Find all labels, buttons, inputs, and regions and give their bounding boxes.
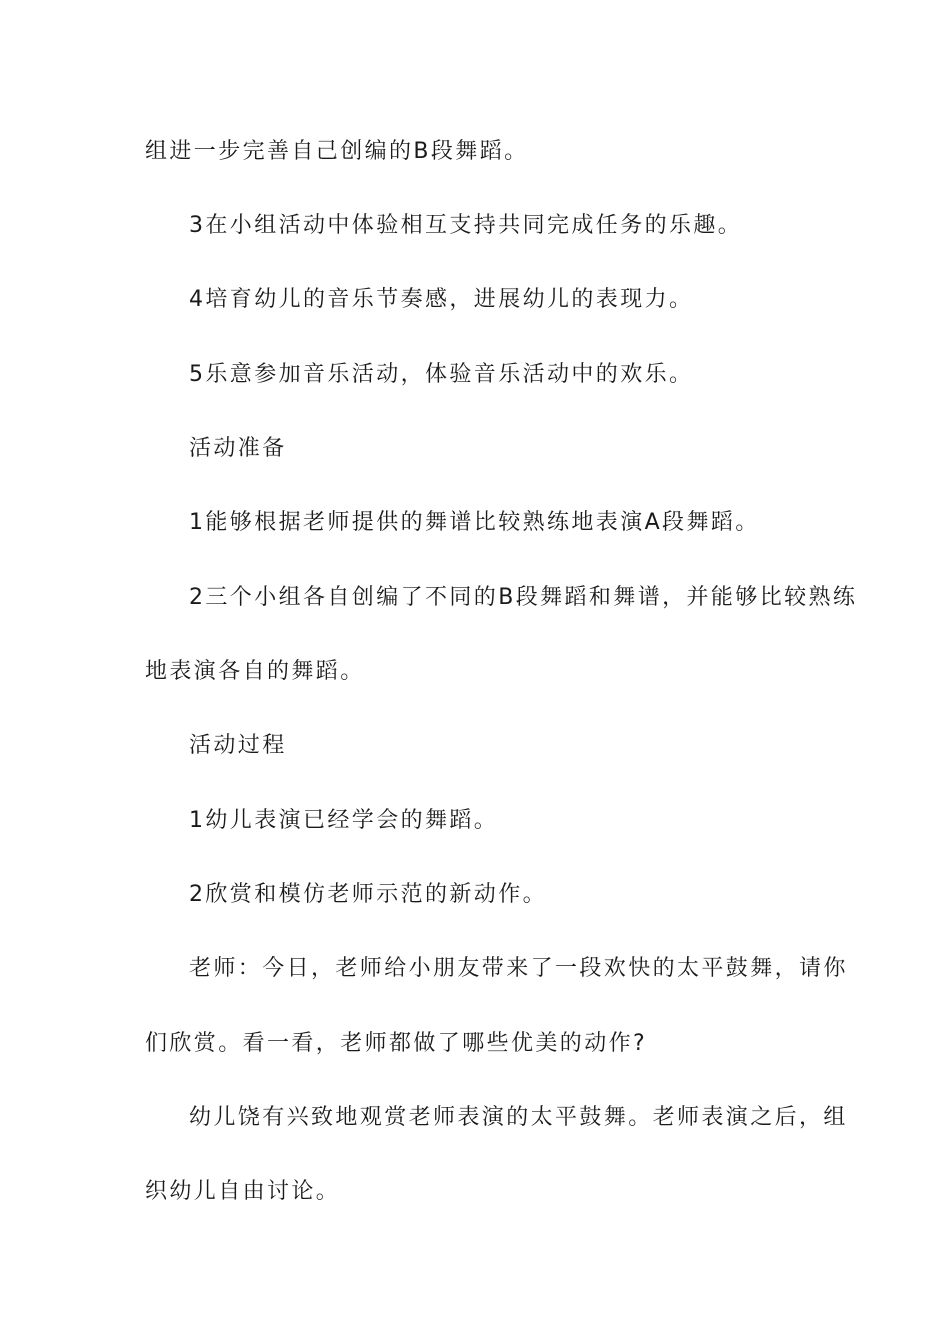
text-line-3: 4培育幼儿的音乐节奏感，进展幼儿的表现力。 [189,287,694,312]
section-heading-preparation: 活动准备 [189,436,287,461]
text-line-13: 们欣赏。看一看，老师都做了哪些优美的动作? [145,1031,648,1056]
text-line-1: 组进一步完善自己创编的B段舞蹈。 [145,139,529,164]
text-line-2: 3在小组活动中体验相互支持共同完成任务的乐趣。 [189,213,743,238]
text-line-15: 织幼儿自由讨论。 [145,1179,341,1204]
text-line-4: 5乐意参加音乐活动，体验音乐活动中的欢乐。 [189,362,694,387]
text-line-11: 2欣赏和模仿老师示范的新动作。 [189,882,547,907]
section-heading-process: 活动过程 [189,733,287,758]
text-line-6: 1能够根据老师提供的舞谱比较熟练地表演A段舞蹈。 [189,510,760,535]
text-line-14: 幼儿饶有兴致地观赏老师表演的太平鼓舞。老师表演之后，组 [189,1105,848,1130]
text-line-10: 1幼儿表演已经学会的舞蹈。 [189,808,499,833]
text-line-8: 地表演各自的舞蹈。 [145,659,365,684]
text-line-12: 老师：今日，老师给小朋友带来了一段欢快的太平鼓舞，请你 [189,956,848,981]
text-line-7: 2三个小组各自创编了不同的B段舞蹈和舞谱，并能够比较熟练 [189,585,858,610]
